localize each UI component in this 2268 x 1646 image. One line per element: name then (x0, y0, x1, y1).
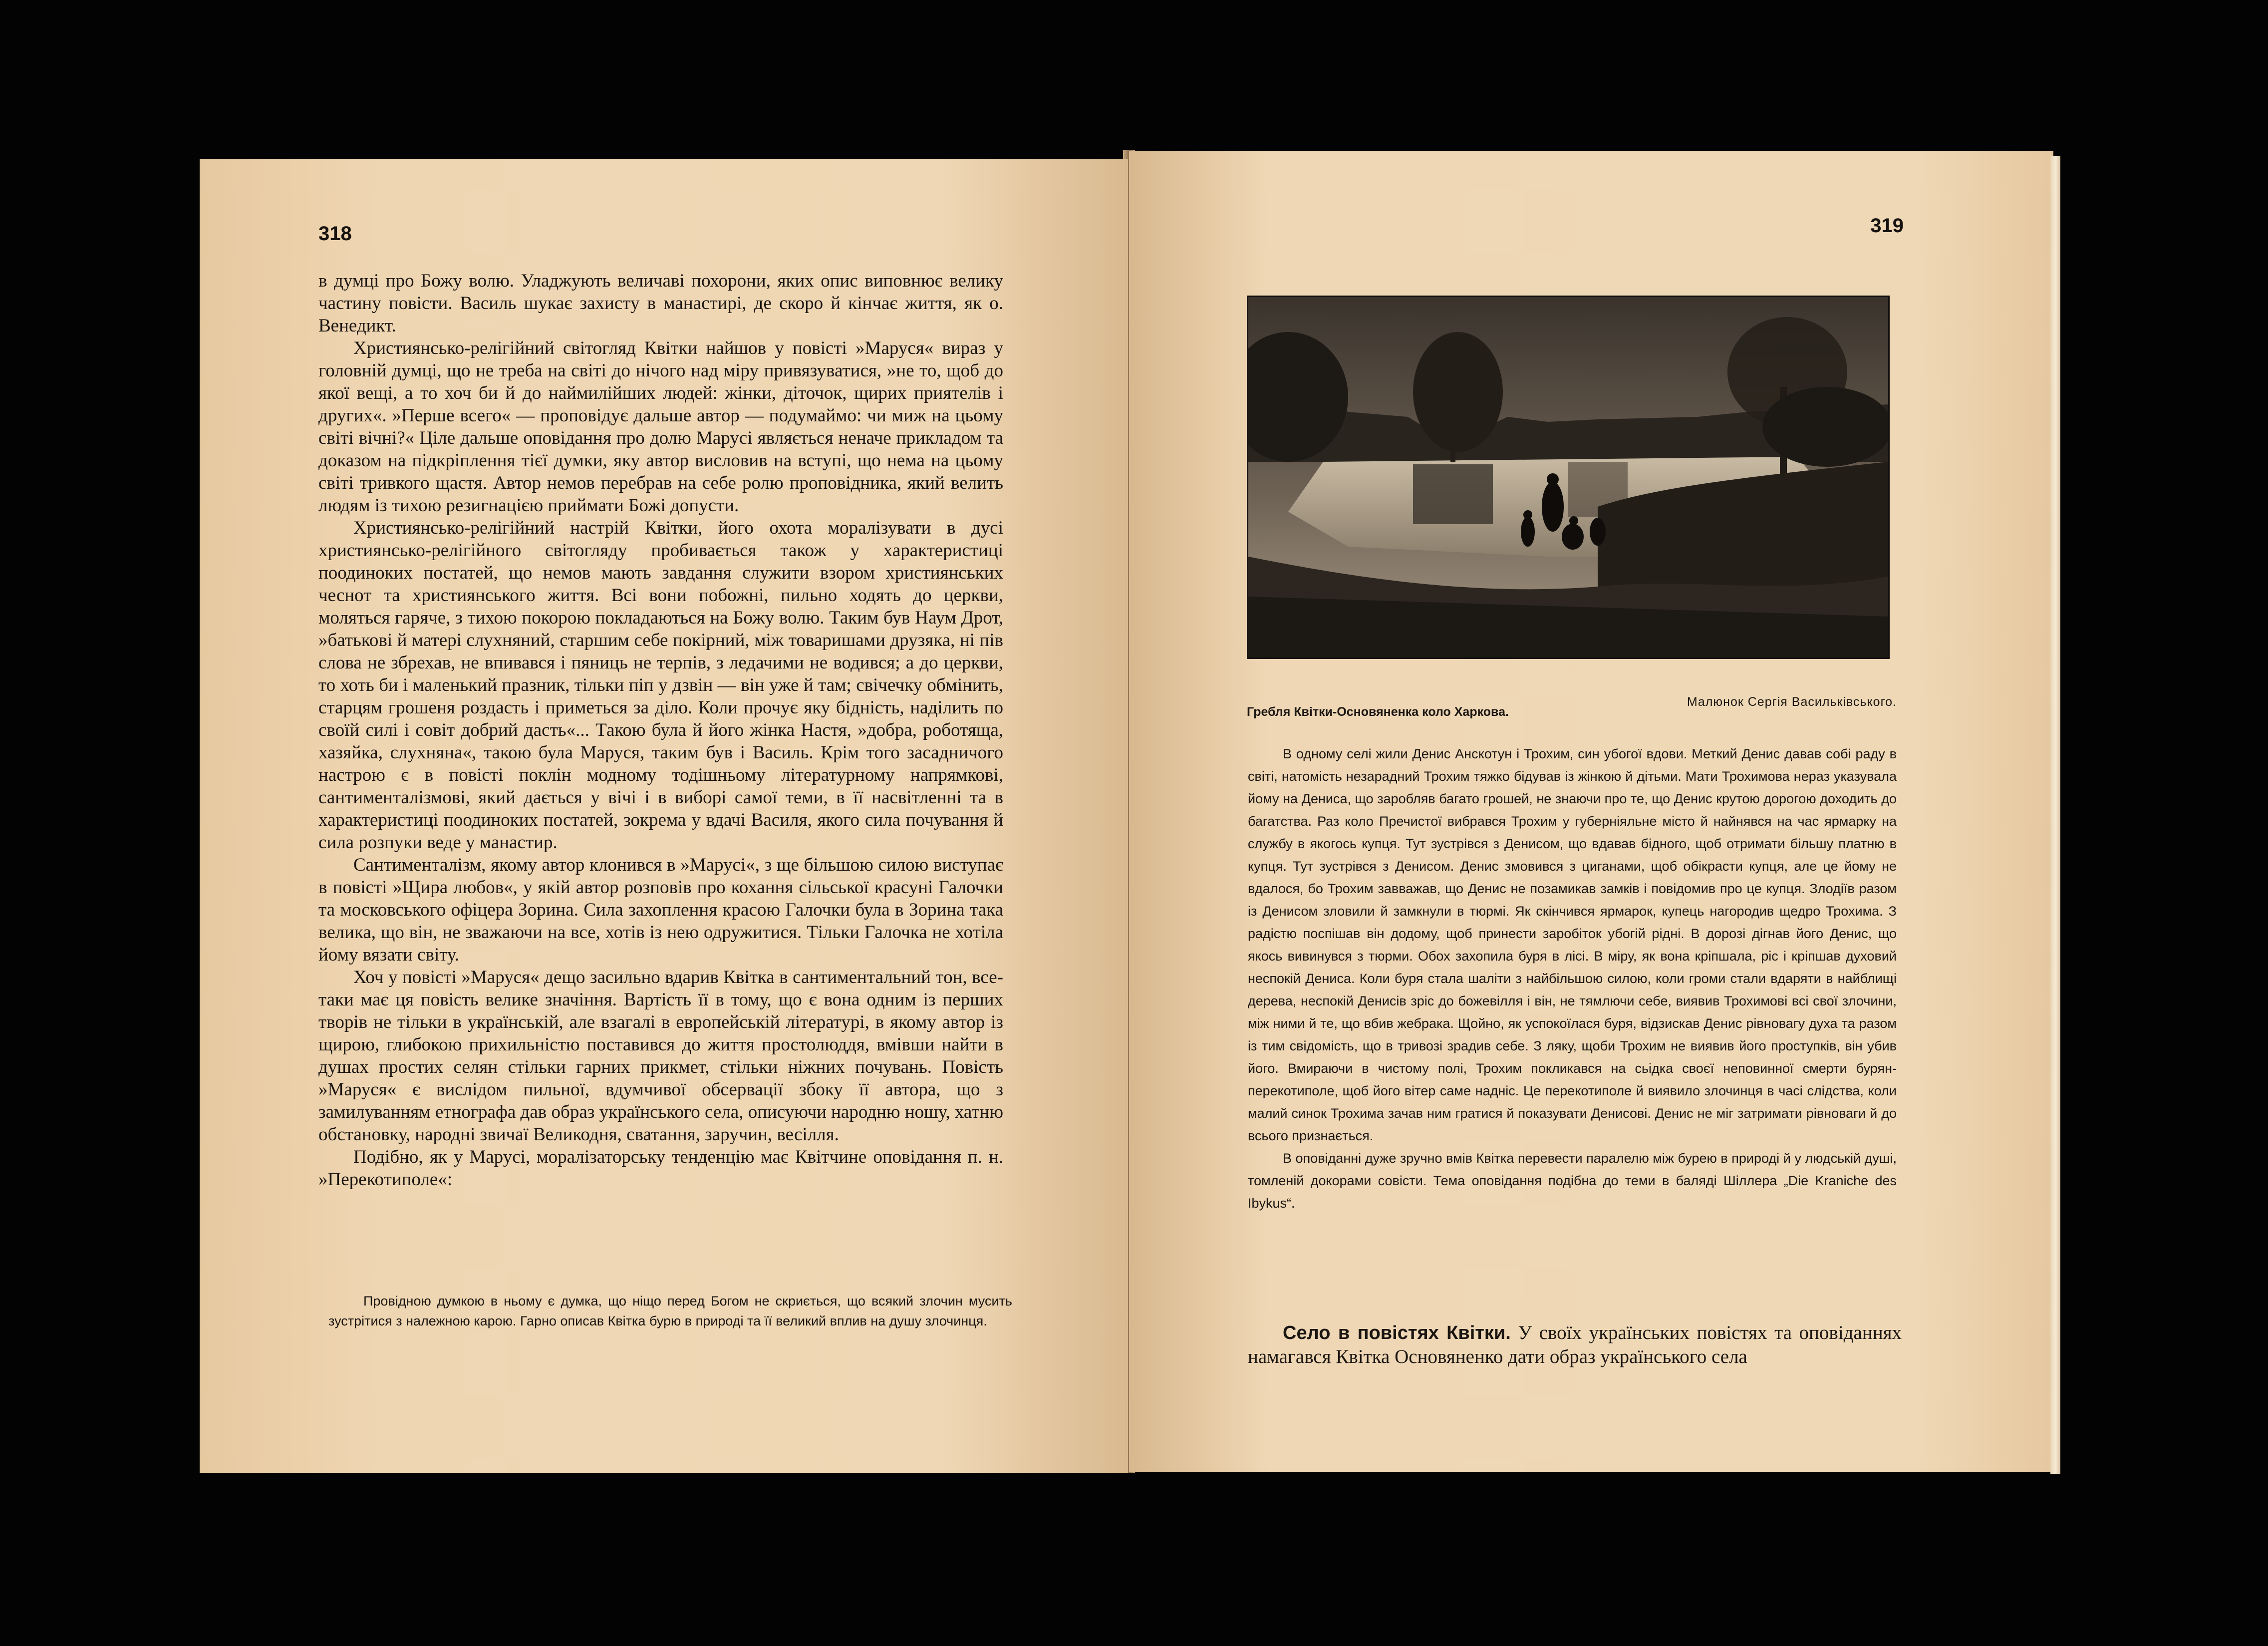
left-page (200, 159, 1128, 1473)
section-heading: Село в повістях Квітки. (1283, 1322, 1511, 1343)
section-intro (1248, 1321, 1902, 1369)
paragraph: Подібно, як у Марусі, моралізаторську тенденцію має Квітчине оповідання п. н. »Перекотиполе«: (318, 1147, 1003, 1190)
paragraph: Хоч у повісті »Маруся« дещо засильно вдарив Квітка в сантиментальний тон, все-таки має ця повість велике значіння. Вартість її в тому, що є вона одним із перших творів не тільки в українській, але взагалі в европейській літературі, в якому автор із щирою, глибокою прихильністю поставився до життя простолюддя, вмівши найти в душах простих селян стільки гарних прикмет, стільки ніжних почувань. Повість »Маруся« є вислідом пильної, вдумчивої обсервації збоку її автора, що з замилуванням етнографа дав образ українського села, описуючи народню ношу, хатню обстановку, народні звичаї Великодня, сватання, заручин, весілля. (318, 967, 1003, 1145)
quote-paragraph: Провідною думкою в ньому є думка, що ніщо перед Богом не скриється, що всякий злочин мусить зустрітися з належною карою. Гарно описав Квітка бурю в природі та її великий вплив на душу злочинця. (328, 1294, 1012, 1328)
page-number: 319 (1870, 215, 1904, 237)
paragraph: В одному селі жили Денис Анскотун і Трохим, син убогої вдови. Меткий Денис давав собі раду в світі, натомість незарадний Трохим тяжко бідував із жінкою й дітьми. Мати Трохимова нераз указувала йому на Дениса, що заробляв багато грошей, не знаючи про те, що Денис крутою дорогою доходить до багатства. Раз коло Пречистої вибрався Трохим у губерніяльне місто й найнявся на час ярмарку на службу в якогось купця. Тут зустрівся з Денисом, що вдавав бідного, щоб отримати більшу платню в купця. Тут зустрівся з Денисом. Денис змовився з циганами, щоб обікрасти купця, але це йому не вдалося, бо Трохим завважав, що Денис не позамикав замків і повідомив про це купця. Злодіїв разом із Денисом зловили й замкнули в тюрмі. Як скінчився ярмарок, купець нагородив щедро Трохима. З радістю поспішав він додому, щоб принести заробіток убогій рідні. В дорозі дігнав його Денис, що якось вивинувся з тюрми. Обох захопила буря в лісі. В міру, як вона кріпшала, ріс і кріпшав духовий неспокій Дениса. Коли буря стала шаліти з найбільшою силою, коли громи стали вдаряти в найблищі дерева, неспокій Денисів зріс до божевілля і він, не тямлючи себе, виявив Трохимові всі свої злочини, між ними й те, що вбив жебрака. Щойно, як успокоїлася буря, відзискав Денис рівновагу духа та разом із тим свідомість, що в тривозі зрадив себе. З ляку, щоби Трохим не виявив його проступків, він убив його. Вмираючи в чистому полі, Трохим покликався на сьідка своєї неповинної смерти бурян-перекотиполе, щоб його вітер саме надніс. Це перекотиполе й виявило злочинця в часі слідства, коли малий синок Трохима зачав ним гратися й показувати Денисові. Денис не міг затримати рівноваги й до всього признається. (1248, 746, 1897, 1143)
story-summary (1248, 743, 1897, 1215)
landscape-drawing (1248, 297, 1888, 658)
left-page-body (318, 270, 1003, 1191)
figure-caption: Гребля Квітки-Основяненка коло Харкова. (1247, 705, 1509, 719)
page-edge (2050, 156, 2060, 1474)
page-number: 318 (318, 223, 352, 245)
paragraph: Сантименталізм, якому автор клонився в »Марусі«, з ще більшою силою виступає в повісті »Щира любов«, у якій автор розповів про кохання сільської красуні Галочки та московського офіцера Зорина. Сила захоплення красою Галочки була в Зорина така велика, що він, не зважаючи на все, хотів із нею одружитися. Тільки Галочка не хотіла йому вязати світу. (318, 855, 1003, 965)
paragraph: Християнсько-релігійний настрій Квітки, його охота моралізувати в дусі християнсько-релігійного світогляду пробивається також у характеристиці поодиноких постатей, що немов мають завдання служити взором християнських чеснот та християнського життя. Всі вони побожні, пильно ходять до церкви, моляться гаряче, з тихою покорою покладаються на Божу волю. Таким був Наум Дрот, »батькові й матері слухняний, старшим себе покірний, між товаришами друзяка, ні пів слова не збрехав, не впивався і пяниць не терпів, з ледачими не водився; а до церкви, то хоть би і маленький празник, тільки піп у дзвін — він уже й там; свічечку обмінить, старцям грошеня роздасть і приметься за діло. Коли прочує яку бідність, наділить по своїй силі і совіт добрий дасть«... Такою була й його жінка Настя, »добра, роботяща, хазяйка, слухняна«, такою була Маруся, таким був і Василь. Крім того засадничого настрою є в повісті поклін модному тодішньому літературному напрямкові, сантименталізмові, який дається у вічі і в виборі самої теми, в її насвітленні та в характеристиці поодиноких постатей, зокрема у вдачі Василя, якого сила почування й сила розпуки веде у манастир. (318, 518, 1003, 853)
figure-credit: Малюнок Сергія Васильківського. (1687, 695, 1897, 709)
section-text: У своїх українських повістях та оповіданнях намагався Квітка Основяненко дати образ українського села (1248, 1322, 1902, 1367)
paragraph: Християнсько-релігійний світогляд Квітки найшов у повісті »Маруся« вираз у головній думці, що не треба на світі до нічого над міру привязуватися, »не то, щоб до якої вещі, а то хоч би й до наймилійших людей: жінки, діточок, щирих приятелів і других«. »Перше всего« — проповідує дальше автор — подумаймо: чи миж на цьому світі вічні?« Ціле дальше оповідання про долю Марусі являється неначе прикладом та доказом на підкріплення тієї думки, яку автор висловив на вступі, що нема на цьому світі тривкого щастя. Автор немов перебрав на себе ролю проповідника, який велить людям із тихою резигнацією приймати Божі допусти. (318, 338, 1003, 516)
landscape-illustration (1247, 296, 1890, 659)
paragraph: в думці про Божу волю. Уладжують величаві похорони, яких опис виповнює велику частину повісти. Василь шукає захисту в манастирі, де скоро й кінчає життя, як о. Венедикт. (318, 271, 1003, 336)
right-page (1129, 151, 2053, 1472)
paragraph: В оповіданні дуже зручно вмів Квітка перевести паралелю між бурею в природі й у людській душі, томленій докорами совісти. Тема оповідання подібна до теми в баляді Шіллера „Die Kraniche des Ibykus“. (1248, 1151, 1897, 1211)
